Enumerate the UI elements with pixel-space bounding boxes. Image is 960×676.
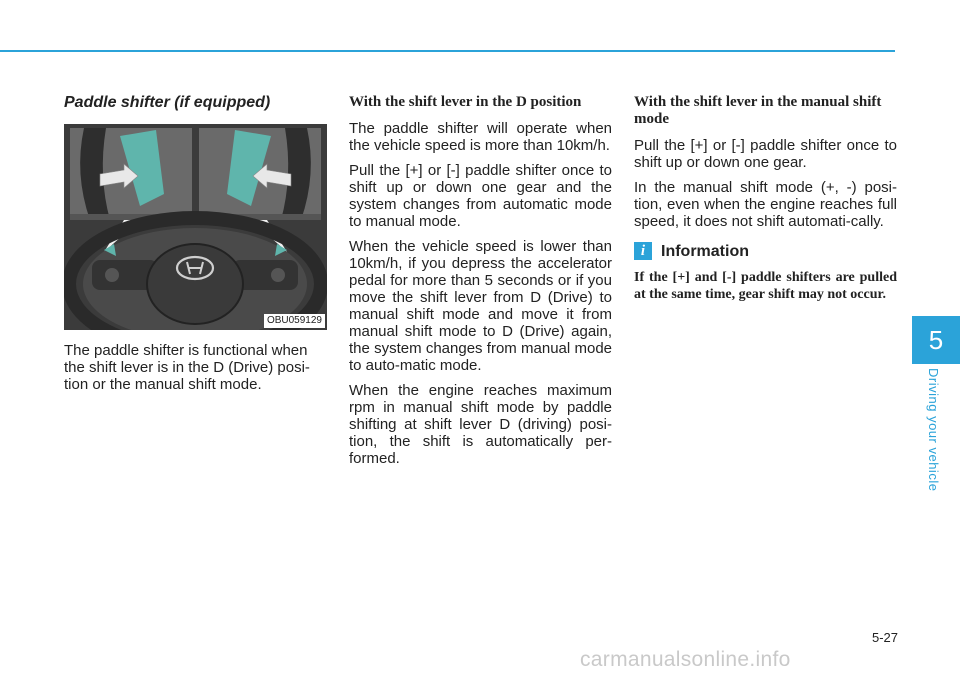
header-rule [0, 50, 895, 52]
column-1 [64, 94, 327, 401]
col2-paragraph-4: When the engine reaches maximum rpm in manual shift mode by paddle shifting at shift lever D (driving) posi-tion, the shift is automatically per-formed. [349, 382, 612, 467]
watermark: carmanualsonline.info [580, 648, 791, 671]
chapter-number-tab: 5 [912, 316, 960, 364]
col2-paragraph-3: When the vehicle speed is lower than 10km/h, if you depress the accelerator pedal for more than 5 seconds or if you move the shift lever from D (Drive) to manual shift mode and move it from manual shift mode to D (Drive) again, the system changes from manual mode to auto-matic mode. [349, 238, 612, 374]
paddle-shifter-figure [64, 124, 327, 330]
information-header [634, 242, 897, 260]
col2-heading: With the shift lever in the D position [349, 94, 582, 110]
col3-heading: With the shift lever in the manual shift mode [634, 94, 882, 127]
col3-paragraph-1: Pull the [+] or [-] paddle shifter once to shift up or down one gear. [634, 137, 897, 171]
information-icon: i [634, 242, 652, 260]
steering-wheel-illustration [64, 124, 327, 330]
col2-paragraph-2: Pull the [+] or [-] paddle shifter once to shift up or down one gear and the system changes from automatic mode to manual mode. [349, 162, 612, 230]
section-title: Paddle shifter (if equipped) [64, 94, 271, 111]
column-3 [634, 94, 897, 311]
col2-paragraph-1: The paddle shifter will operate when the vehicle speed is more than 10km/h. [349, 120, 612, 154]
information-body: If the [+] and [-] paddle shifters are pulled at the same time, gear shift may not occur. [634, 270, 897, 302]
col1-paragraph-1: The paddle shifter is functional when the shift lever is in the D (Drive) posi-tion or the manual shift mode. [64, 342, 310, 393]
information-title: Information [661, 242, 749, 260]
page-number: 5-27 [871, 630, 898, 645]
figure-code: OBU059129 [264, 314, 325, 328]
col3-paragraph-2: In the manual shift mode (+, -) posi-tion, even when the engine reaches full speed, it does not shift automati-cally. [634, 179, 897, 230]
chapter-title: Driving your vehicle [926, 368, 941, 492]
column-2 [349, 94, 612, 475]
